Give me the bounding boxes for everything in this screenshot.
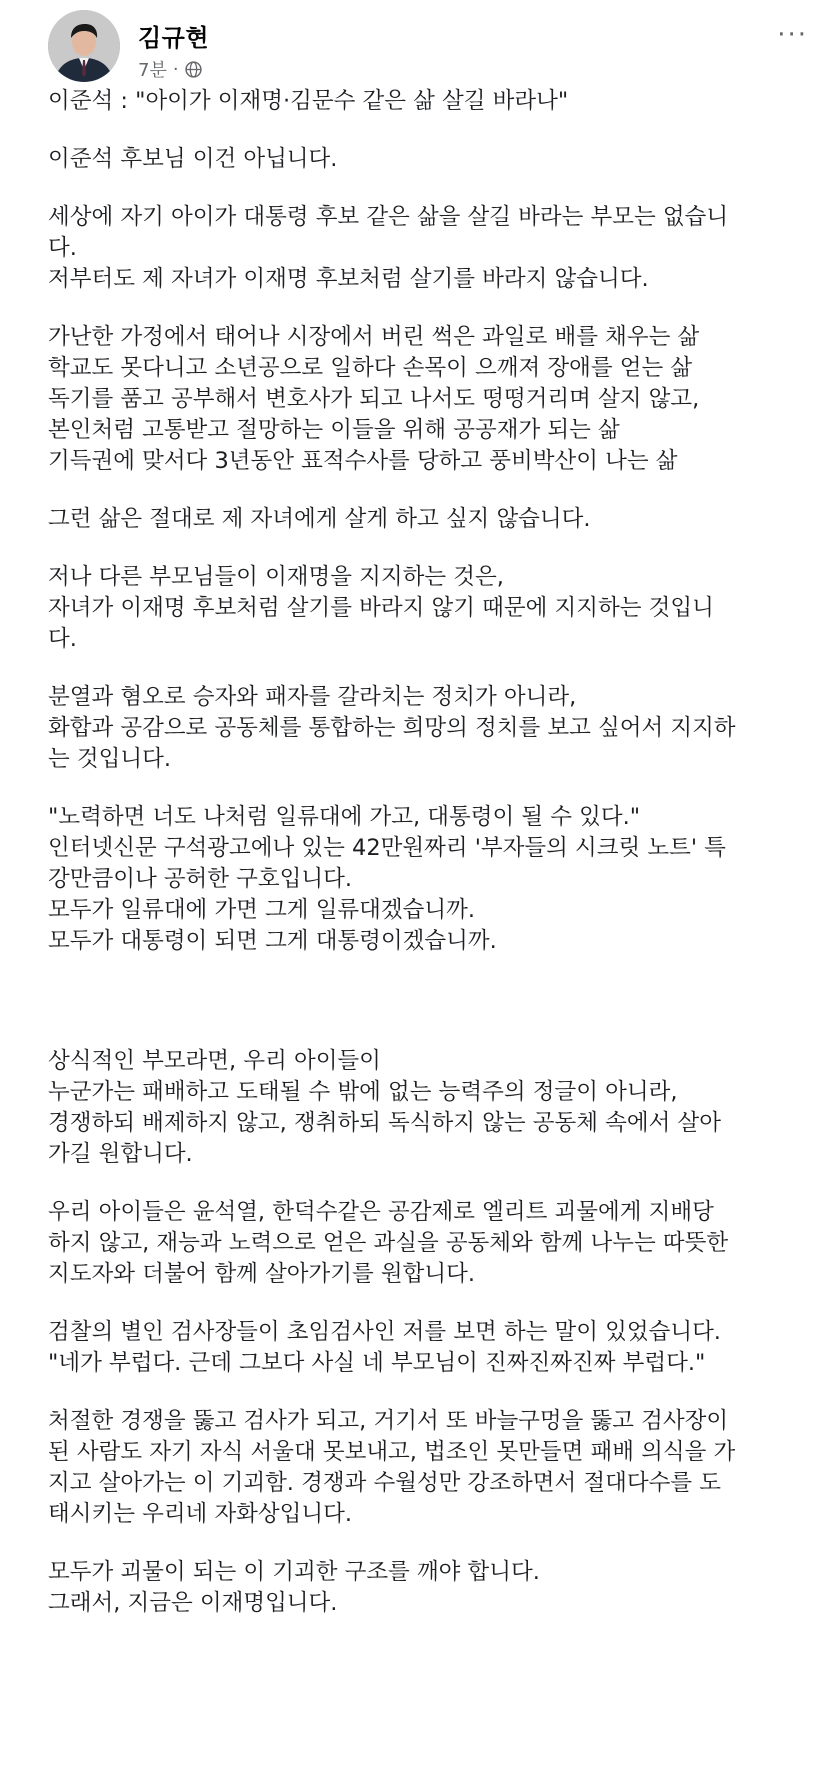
post-text-line: 이준석 : "아이가 이재명·김문수 같은 삶 살길 바라나" xyxy=(48,88,569,114)
globe-icon[interactable] xyxy=(185,61,202,78)
post-meta xyxy=(138,56,202,82)
post-text-line: 기득권에 맞서다 3년동안 표적수사를 당하고 풍비박산이 나는 삶 xyxy=(48,448,678,474)
post-text-line: 이준석 후보님 이건 아닙니다. xyxy=(48,146,338,172)
post-text-line: 우리 아이들은 윤석열, 한덕수같은 공감제로 엘리트 괴물에게 지배당 xyxy=(48,1199,714,1225)
post-text-line: 누군가는 패배하고 도태될 수 밖에 없는 능력주의 정글이 아니라, xyxy=(48,1079,678,1105)
post-text-line: 경쟁하되 배제하지 않고, 쟁취하되 독식하지 않는 공동체 속에서 살아 xyxy=(48,1110,721,1136)
post-paragraph xyxy=(48,802,808,957)
post-text-line: 모두가 대통령이 되면 그게 대통령이겠습니까. xyxy=(48,928,497,954)
post-text-line: 검찰의 별인 검사장들이 초임검사인 저를 보면 하는 말이 있었습니다. xyxy=(48,1319,721,1345)
post-time[interactable]: 7분 xyxy=(138,60,167,81)
post-paragraph xyxy=(48,86,808,117)
post-text-line: 그런 삶은 절대로 제 자녀에게 살게 하고 싶지 않습니다. xyxy=(48,506,591,532)
post-text-line: 모두가 괴물이 되는 이 기괴한 구조를 깨야 합니다. xyxy=(48,1559,540,1585)
post-text-line: 자녀가 이재명 후보처럼 살기를 바라지 않기 때문에 지지하는 것입니 xyxy=(48,595,714,621)
post-text-line: 모두가 일류대에 가면 그게 일류대겠습니까. xyxy=(48,897,475,923)
post-text-line: 인터넷신문 구석광고에나 있는 42만원짜리 '부자들의 시크릿 노트' 특 xyxy=(48,835,726,861)
post-text-line: 된 사람도 자기 자식 서울대 못보내고, 법조인 못만들면 패배 의식을 가 xyxy=(48,1439,736,1465)
post-paragraph xyxy=(48,504,808,535)
post-text-line: 하지 않고, 재능과 노력으로 얻은 과실을 공동체와 함께 나누는 따뜻한 xyxy=(48,1230,729,1256)
post-text-line: 강만큼이나 공허한 구호입니다. xyxy=(48,866,353,892)
post-text-line: 지도자와 더불어 함께 살아가기를 원합니다. xyxy=(48,1261,475,1287)
post-text-line: 다. xyxy=(48,235,77,261)
post-paragraph xyxy=(48,562,808,655)
post-text-line: 가길 원합니다. xyxy=(48,1141,193,1167)
post-text-line: 는 것입니다. xyxy=(48,746,171,772)
post-body xyxy=(48,86,808,1619)
person-icon xyxy=(48,10,120,82)
post-paragraph xyxy=(48,322,808,477)
meta-separator: · xyxy=(172,58,179,80)
post-text-line: 저나 다른 부모님들이 이재명을 지지하는 것은, xyxy=(48,564,504,590)
post-text-line: "네가 부럽다. 근데 그보다 사실 네 부모님이 진짜진짜진짜 부럽다." xyxy=(48,1350,706,1376)
post-text-line: 처절한 경쟁을 뚫고 검사가 되고, 거기서 또 바늘구멍을 뚫고 검사장이 xyxy=(48,1408,729,1434)
post-paragraph xyxy=(48,1046,808,1170)
post-text-line: 상식적인 부모라면, 우리 아이들이 xyxy=(48,1048,381,1074)
post-text-line: 가난한 가정에서 태어나 시장에서 버린 썩은 과일로 배를 채우는 삶 xyxy=(48,324,700,350)
post-text-line: 다. xyxy=(48,626,77,652)
post-paragraph xyxy=(48,144,808,175)
author-avatar[interactable] xyxy=(48,10,120,82)
post-text-line: 학교도 못다니고 소년공으로 일하다 손목이 으깨져 장애를 얻는 삶 xyxy=(48,355,693,381)
post-paragraph xyxy=(48,202,808,295)
post-text-line: 지고 살아가는 이 기괴함. 경쟁과 수월성만 강조하면서 절대다수를 도 xyxy=(48,1470,721,1496)
post-text-line: 세상에 자기 아이가 대통령 후보 같은 삶을 살길 바라는 부모는 없습니 xyxy=(48,204,729,230)
post-text-line: 저부터도 제 자녀가 이재명 후보처럼 살기를 바라지 않습니다. xyxy=(48,266,649,292)
post-paragraph xyxy=(48,1197,808,1290)
post-text-line: 화합과 공감으로 공동체를 통합하는 희망의 정치를 보고 싶어서 지지하 xyxy=(48,715,736,741)
post-text-line: 독기를 품고 공부해서 변호사가 되고 나서도 떵떵거리며 살지 않고, xyxy=(48,386,700,412)
post-header xyxy=(48,10,808,80)
post-paragraph xyxy=(48,682,808,775)
post-paragraph xyxy=(48,1406,808,1530)
post-paragraph xyxy=(48,1557,808,1619)
post-text-line: "노력하면 너도 나처럼 일류대에 가고, 대통령이 될 수 있다." xyxy=(48,804,641,830)
post-paragraph xyxy=(48,1317,808,1379)
more-options-icon[interactable]: ··· xyxy=(777,20,808,50)
post-text-line: 그래서, 지금은 이재명입니다. xyxy=(48,1590,338,1616)
post-text-line: 태시키는 우리네 자화상입니다. xyxy=(48,1501,353,1527)
post-text-line: 본인처럼 고통받고 절망하는 이들을 위해 공공재가 되는 삶 xyxy=(48,417,620,443)
post-text-line: 분열과 혐오로 승자와 패자를 갈라치는 정치가 아니라, xyxy=(48,684,577,710)
author-name[interactable]: 김규현 xyxy=(138,24,210,52)
